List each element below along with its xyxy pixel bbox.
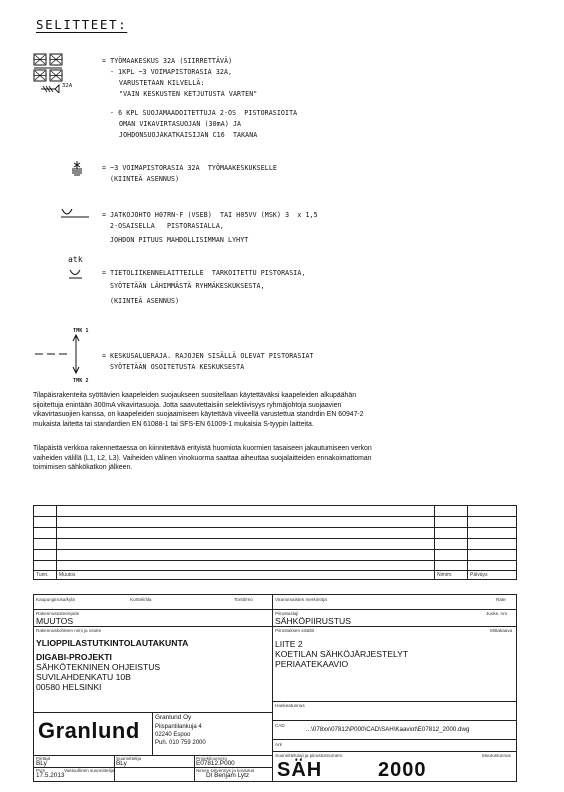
label-project-no: Projektinumero [196, 756, 227, 761]
legend-item-1-line-2: - 1KPL ~3 VOIMAPISTORASIA 32A, [110, 68, 233, 76]
company-logo: Granlund [38, 718, 140, 743]
label-scale: Mittakaava [490, 628, 513, 633]
label-drawing-type: Piirustuslaji [275, 611, 299, 616]
label-authority: Viranomaisten merkintöjä [275, 597, 327, 602]
label-municipality: Kaupunginosa/kylä [36, 597, 75, 602]
label-discipline: Suunnittelulaji ja piirustusnumero [275, 753, 343, 758]
label-cad: CAD [275, 723, 285, 728]
legend-item-4-line-3: (KIINTEÄ ASENNUS) [110, 297, 180, 305]
label-sheet-no: Rate [496, 597, 506, 602]
drawing-content-line-3: PERIAATEKAAVIO [275, 659, 349, 669]
drawn-value: BLy [36, 760, 47, 767]
designer-value: BLy [116, 760, 127, 767]
legend-item-3-line-2: 2-OSAISELLA PISTORASIALLA, [110, 222, 224, 230]
discipline-value: SÄH [277, 759, 323, 781]
legend-item-1-line-6: OMAN VIKAVIRTASUOJAN (30mA) JA [119, 120, 242, 128]
legend-item-1-line-4: "VAIN KESKUSTEN KETJUTUSTA VARTEN" [119, 90, 258, 98]
boundary-line-icon [33, 334, 93, 374]
label-name-degree: Nimen selvennys ja koulutus [196, 768, 255, 773]
legend-heading: SELITTEET: [36, 17, 128, 32]
load-balance-paragraph-line: vaiheiden välillä (L1, L2, L3). Vaiheiden välinen vinokuorma saattaa aiheuttaa suojalaitteiden ennakoimattoman [33, 454, 372, 462]
data-socket-icon-label: atk [68, 255, 83, 264]
label-date: Pvm [36, 768, 46, 773]
load-balance-paragraph-line: Tilapäistä verkkoa rakennettaessa on kiinnitettävä erityistä huomiota kuormien tasaiseen jakautumiseen verkon [33, 445, 372, 452]
label-ark: Ark [275, 742, 282, 747]
data-socket-icon [68, 266, 86, 278]
extension-cord-icon [59, 206, 91, 220]
label-chief-designer: Vastuullinen suunnittelija [64, 768, 115, 773]
company-city: 02240 Espoo [155, 732, 191, 738]
revision-header-change: Muutos [59, 572, 76, 578]
drawing-content-line-2: KOETILAN SÄHKÖJÄRJESTELYT [275, 649, 409, 659]
worksite-board-icon-label: 32A [62, 83, 73, 89]
protection-paragraph-line: sijoitettuja enintään 300mA vikavirtasuoja. Jotta saavutettaisiin selektiivisyys ryhmäjohtoja suojaavien [33, 401, 342, 409]
label-drawing-content: Piirustuksen sisältö [275, 628, 315, 633]
legend-item-1-line-5: - 6 KPL SUOJAMAADOITETTUJA 2-OS PISTORASIOITA [110, 109, 298, 117]
drawing-content-line-1: LIITE 2 [275, 639, 303, 649]
label-project-code: Hankeatunnus [275, 703, 305, 708]
legend-item-2-line-2: (KIINTEÄ ASENNUS) [110, 175, 180, 183]
protection-paragraph [33, 391, 364, 429]
load-balance-paragraph-line: toimimisen sähkökatkon jälkeen. [33, 464, 133, 472]
project-name-line-1: YLIOPPILASTUTKINTOLAUTAKUNTA [36, 638, 189, 648]
revision-header-date: Päiväys [470, 572, 488, 578]
protection-paragraph-line: vikavirtasuojien kanssa, on kaapeleiden suojaamiseen käytettävä viiveellä varustettua standrdin EN 60947-2 [33, 411, 364, 419]
project-type-value: MUUTOS [36, 616, 74, 626]
legend-item-3-line-1: = JATKOJOHTO H07RN-F (VSEB) TAI H05VV (MSK) 3 x 1,5 [102, 211, 318, 219]
protection-paragraph-line: Tilapäisrakenteita syöttävien kaapeleiden suojaukseen suositellaan käytettäväksi kaapeleiden alkupäähän [33, 392, 357, 399]
project-name-line-2: DIGABI-PROJEKTI [36, 652, 112, 662]
project-no-value: E07812.P000 [196, 760, 235, 767]
revision-header-initials: Nimim. [437, 572, 453, 578]
label-designer: Suunnittelija [116, 756, 142, 761]
legend-item-4-line-1: = TIETOLIIKENNELAITTEILLE TARKOITETTU PISTORASIA, [102, 269, 306, 277]
legend-item-5-line-1: = KESKUSALUERAJA. RAJOJEN SISÄLLÄ OLEVAT PISTORASIAT [102, 352, 314, 360]
label-project-type: Rakennustoimenpide [36, 611, 80, 616]
project-name-line-3: SÄHKÖTEKNINEN OHJEISTUS [36, 662, 161, 672]
revision-header-id: Tunn. [36, 572, 49, 578]
company-name: Granlund Oy [155, 714, 192, 721]
label-plot: Tontti/rno [234, 597, 253, 602]
project-name-line-5: 00580 HELSINKI [36, 682, 102, 692]
protection-paragraph-line: mukaista laitetta tai standardien EN 61088-1 tai SFS-EN 61009-1 mukaisia S-tyypin laitteita. [33, 420, 314, 428]
legend-item-4-line-2: SYÖTETÄÄN LÄHIMMÄSTÄ RYHMÄKESKUKSESTA, [110, 282, 265, 290]
load-balance-paragraph [33, 444, 372, 473]
date-value: 17.5.2013 [36, 772, 65, 779]
drawing-no-value: 2000 [378, 759, 427, 781]
legend-item-5-line-2: SYÖTETÄÄN OSOITETUSTA KESKUKSESTA [110, 363, 245, 371]
label-block: Kortteli/tila [130, 597, 152, 602]
project-name-line-4: SUVILAHDENKATU 10B [36, 672, 131, 682]
legend-item-1-line-7: JOHDONSUOJAKATKAISIJAN C16 TAKANA [119, 131, 258, 139]
chief-designer-value: DI Benjam Lytz [206, 772, 250, 779]
label-project-name: Rakennuskohteen nimi ja osoite [36, 628, 102, 633]
cad-path-value: ...\078xx\07812\P000\CAD\SAH\Kaaviot\E07812_2000.dwg [306, 726, 470, 733]
company-phone: Puh. 010 759 2000 [155, 740, 206, 746]
company-street: Piispantilankuja 4 [155, 724, 202, 730]
revision-table [33, 505, 517, 580]
title-block [33, 594, 517, 782]
label-revision: Muutostunnus [482, 753, 511, 758]
legend-item-1-line-1: = TYÖMAAKESKUS 32A (SIIRRETTÄVÄ) [102, 57, 233, 65]
drawing-type-value: SÄHKÖPIIRUSTUS [275, 616, 351, 626]
legend-item-2-line-1: = ~3 VOIMAPISTORASIA 32A TYÖMAAKESKUKSELLE [102, 164, 277, 172]
label-drawn: Piirtäjä [36, 756, 51, 761]
label-serial-no: Juoks. nro [486, 611, 508, 616]
legend-item-3-line-3: JOHDON PITUUS MAHDOLLISIMMAN LYHYT [110, 236, 249, 244]
boundary-label-top: TMK 1 [73, 328, 89, 334]
boundary-label-bottom: TMK 2 [73, 378, 89, 384]
power-socket-icon [70, 160, 84, 178]
legend-item-1-line-3: VARUSTETAAN KILVELLÄ: [119, 79, 205, 87]
